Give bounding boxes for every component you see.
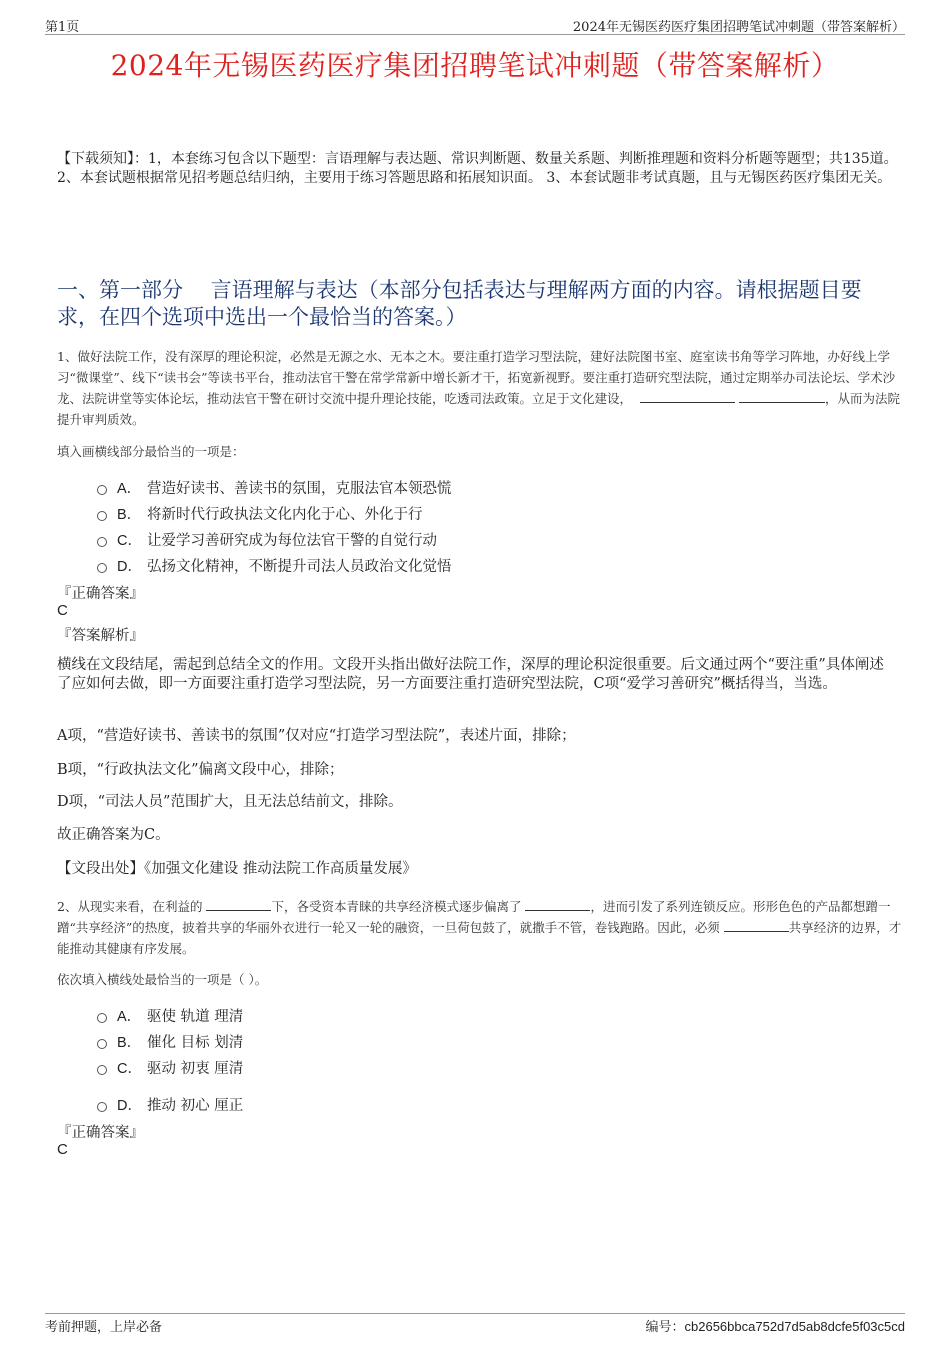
analysis-paragraph: 横线在文段结尾，需起到总结全文的作用。文段开头指出做好法院工作，深厚的理论积淀很重要。后文通过两个“要注重”具体阐述了应如何去做，即一方面要注重打造学习型法院，另一方面要注重打造研究型法院，C项“爱学习善研究”概括得当，当选。	[57, 657, 884, 692]
footer-code: 编号：cb2656bbca752d7d5ab8dcfe5f03c5cd	[645, 1319, 905, 1335]
radio-icon[interactable]	[97, 563, 107, 573]
question-1-option-b[interactable]: B． 将新时代行政执法文化内化于心、外化于行	[97, 503, 423, 524]
radio-icon[interactable]	[97, 1013, 107, 1023]
question-1-option-c[interactable]: C． 让爱学习善研究成为每位法官干警的自觉行动	[97, 529, 437, 550]
correct-answer-value: C	[57, 602, 68, 619]
question-1-option-d[interactable]: D． 弘扬文化精神，不断提升司法人员政治文化觉悟	[97, 555, 452, 576]
analysis-option-b: B项，“行政执法文化”偏离文段中心，排除；	[57, 762, 344, 778]
analysis-label: 『答案解析』	[57, 628, 144, 644]
radio-icon[interactable]	[97, 511, 107, 521]
question-2-option-c[interactable]: C． 驱动 初衷 厘清	[97, 1057, 243, 1078]
header-doc-title: 2024年无锡医药医疗集团招聘笔试冲刺题（带答案解析）	[572, 20, 905, 35]
correct-answer-label: 『正确答案』	[57, 586, 144, 602]
radio-icon[interactable]	[97, 537, 107, 547]
question-2-option-b[interactable]: B． 催化 目标 划清	[97, 1031, 243, 1052]
question-2-stem: 2、从现实来看，在利益的 下，各受资本青睐的共享经济模式逐步偏离了 ，进而引发了系列连锁反应。形形色色的产品都想蹭一蹭“共享经济”的热度，披着共享的华丽外衣进行一轮又一轮的融资，一旦荷包鼓了，就撒手不管，卷钱跑路。因此，必须 共享经济的边界，才能推动其健康有序发展。	[57, 899, 902, 956]
download-notice: 【下载须知】：1，本套练习包含以下题型：言语理解与表达题、常识判断题、数量关系题、判断推理题和资料分析题等题型；共135道。 2、本套试题根据常见招考题总结归纳，主要用于练习答题思路和拓展知识面。 3、本套试题非考试真题，且与无锡医药医疗集团无关。	[57, 151, 898, 186]
radio-icon[interactable]	[97, 1102, 107, 1112]
page-footer	[45, 1313, 905, 1335]
document-title: 2024年无锡医药医疗集团招聘笔试冲刺题（带答案解析）	[110, 49, 840, 82]
section-heading: 一、第一部分 言语理解与表达（本部分包括表达与理解两方面的内容。请根据题目要求，在四个选项中选出一个最恰当的答案。）	[57, 278, 862, 329]
correct-answer-value: C	[57, 1141, 68, 1158]
question-2-prompt: 依次填入横线处最恰当的一项是（ ）。	[57, 972, 268, 987]
analysis-conclusion: 故正确答案为C。	[57, 827, 170, 843]
question-1-prompt: 填入画横线部分最恰当的一项是：	[57, 444, 245, 459]
analysis-option-a: A项，“营造好读书、善读书的氛围”仅对应“打造学习型法院”，表述片面，排除；	[57, 728, 576, 744]
question-2-option-d[interactable]: D． 推动 初心 厘正	[97, 1094, 243, 1115]
question-1-stem: 1、做好法院工作，没有深厚的理论积淀，必然是无源之水、无本之木。要注重打造学习型法院，建好法院图书室、庭室读书角等学习阵地，办好线上学习“微课堂”、线下“读书会”等读书平台，推动法官干警在常学常新中增长新才干，拓宽新视野。要注重打造研究型法院，通过定期举办司法论坛、学术沙龙、法院讲堂等实体论坛，推动法官干警在研讨交流中提升理论技能，吃透司法政策。立足于文化建设， ，从而为法院提升审判质效。	[57, 349, 901, 427]
radio-icon[interactable]	[97, 1039, 107, 1049]
question-1-option-a[interactable]: A． 营造好读书、善读书的氛围，克服法官本领恐慌	[97, 477, 452, 498]
answer-blank	[739, 390, 825, 403]
radio-icon[interactable]	[97, 1065, 107, 1075]
analysis-option-d: D项，“司法人员”范围扩大，且无法总结前文，排除。	[57, 794, 403, 810]
answer-blank	[206, 898, 271, 911]
answer-blank	[640, 390, 735, 403]
radio-icon[interactable]	[97, 485, 107, 495]
correct-answer-label: 『正确答案』	[57, 1125, 144, 1141]
footer-slogan: 考前押题，上岸必备	[45, 1320, 163, 1335]
answer-blank	[724, 919, 789, 932]
page-number: 第1页	[45, 20, 80, 35]
page-header	[45, 14, 905, 35]
question-2-option-a[interactable]: A． 驱使 轨道 理清	[97, 1005, 243, 1026]
source-citation: 【文段出处】《加强文化建设 推动法院工作高质量发展》	[57, 861, 417, 877]
answer-blank	[525, 898, 590, 911]
